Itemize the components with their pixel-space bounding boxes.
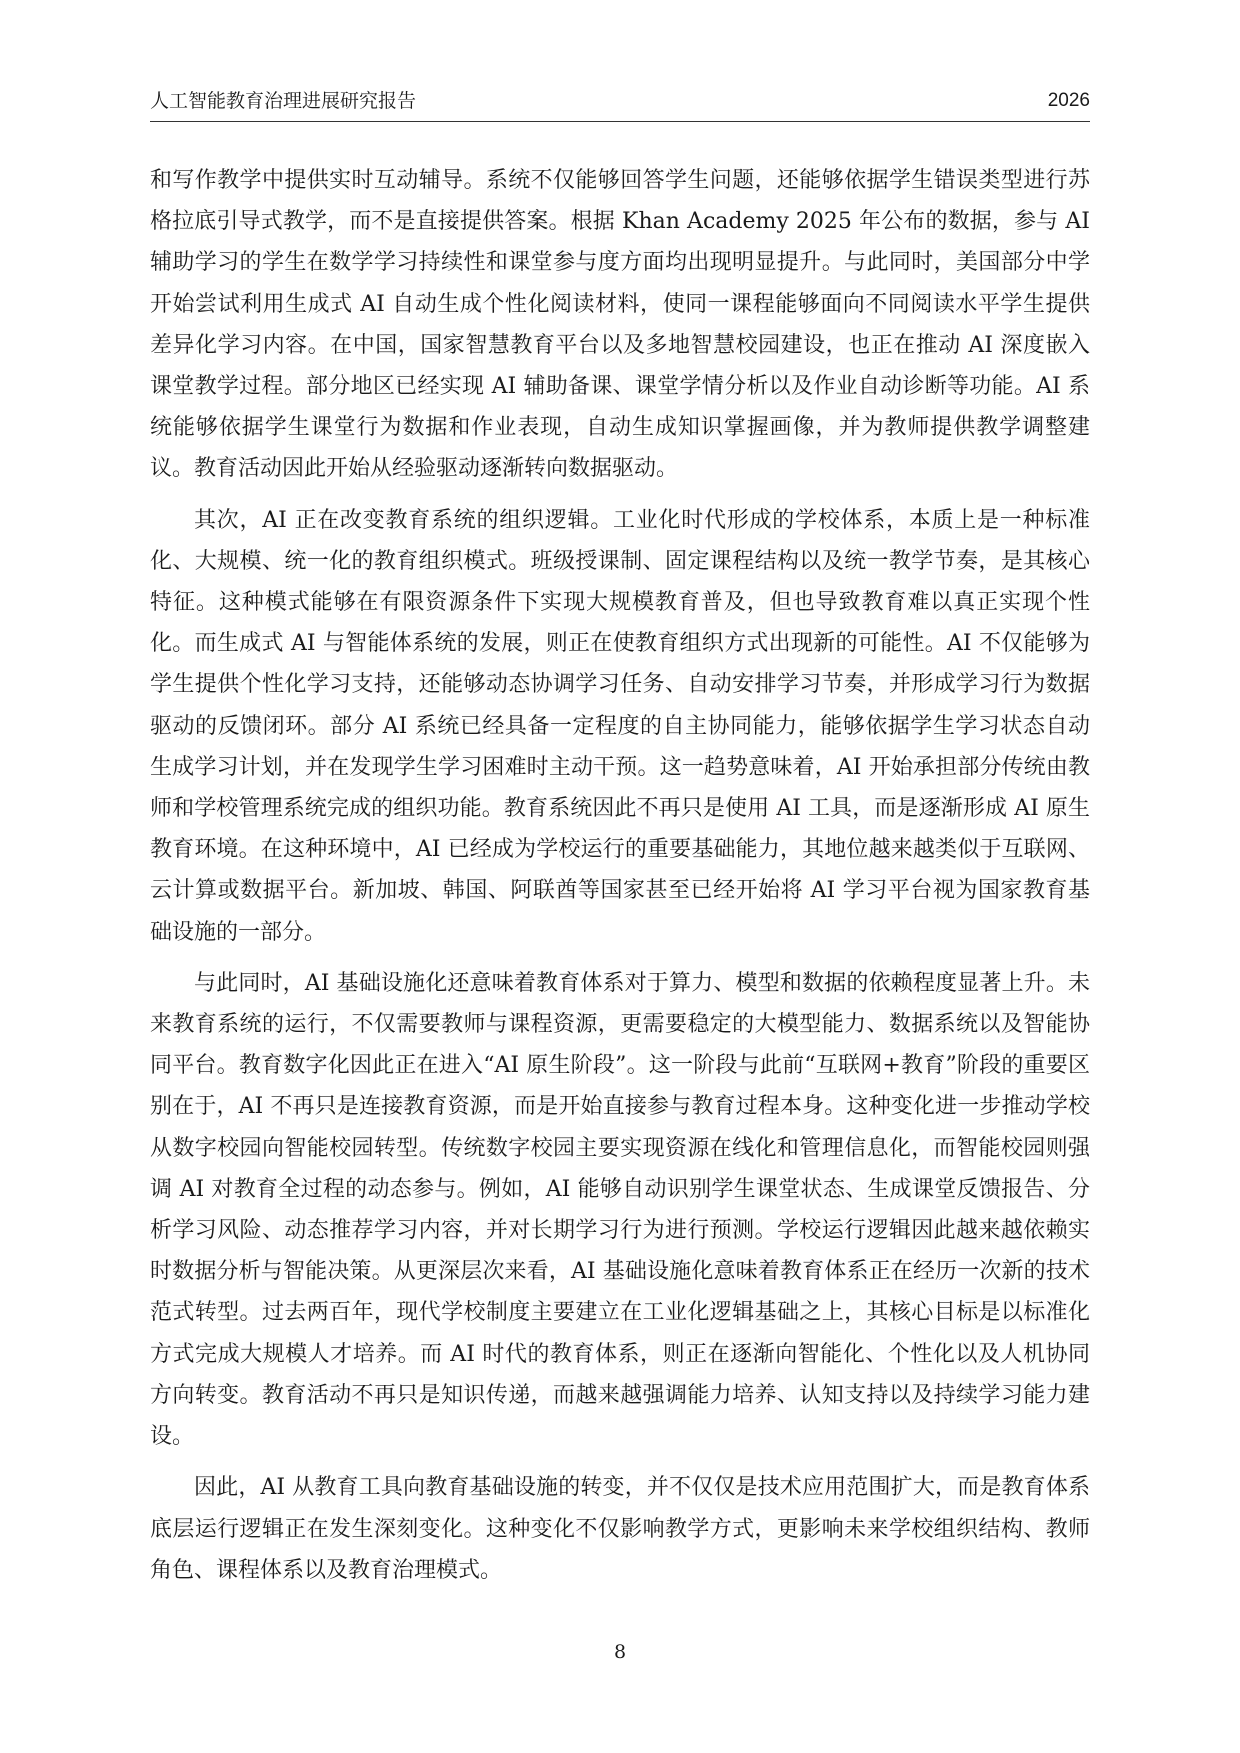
header-title: 人工智能教育治理进展研究报告: [150, 90, 417, 112]
page-header: [150, 86, 1090, 116]
header-divider: [150, 121, 1090, 122]
header-year: 2026: [1047, 90, 1090, 111]
paragraph: 因此，AI 从教育工具向教育基础设施的转变，并不仅仅是技术应用范围扩大，而是教育体系底层运行逻辑正在发生深刻变化。这种变化不仅影响教学方式，更影响未来学校组织结构、教师角色、课程体系以及教育治理模式。: [150, 1475, 1090, 1583]
body-text: [150, 160, 1090, 1601]
page-number: 8: [613, 1641, 627, 1663]
paragraph: 其次，AI 正在改变教育系统的组织逻辑。工业化时代形成的学校体系，本质上是一种标准化、大规模、统一化的教育组织模式。班级授课制、固定课程结构以及统一教学节奏，是其核心特征。这种模式能够在有限资源条件下实现大规模教育普及，但也导致教育难以真正实现个性化。而生成式 AI 与智能体系统的发展，则正在使教育组织方式出现新的可能性。AI 不仅能够为学生提供个性化学习支持，还能够动态协调学习任务、自动安排学习节奏，并形成学习行为数据驱动的反馈闭环。部分 AI 系统已经具备一定程度的自主协同能力，能够依据学生学习状态自动生成学习计划，并在发现学生学习困难时主动干预。这一趋势意味着，AI 开始承担部分传统由教师和学校管理系统完成的组织功能。教育系统因此不再只是使用 AI 工具，而是逐渐形成 AI 原生教育环境。在这种环境中，AI 已经成为学校运行的重要基础能力，其地位越来越类似于互联网、云计算或数据平台。新加坡、韩国、阿联酋等国家甚至已经开始将 AI 学习平台视为国家教育基础设施的一部分。: [150, 507, 1090, 945]
paragraph-continued: 和写作教学中提供实时互动辅导。系统不仅能够回答学生问题，还能够依据学生错误类型进行苏格拉底引导式教学，而不是直接提供答案。根据 Khan Academy 2025 年公布的数据，参与 AI 辅助学习的学生在数学学习持续性和课堂参与度方面均出现明显提升。与此同时，美国部分中学开始尝试利用生成式 AI 自动生成个性化阅读材料，使同一课程能够面向不同阅读水平学生提供差异化学习内容。在中国，国家智慧教育平台以及多地智慧校园建设，也正在推动 AI 深度嵌入课堂教学过程。部分地区已经实现 AI 辅助备课、课堂学情分析以及作业自动诊断等功能。AI 系统能够依据学生课堂行为数据和作业表现，自动生成知识掌握画像，并为教师提供教学调整建议。教育活动因此开始从经验驱动逐渐转向数据驱动。: [150, 168, 1090, 482]
paragraph: 与此同时，AI 基础设施化还意味着教育体系对于算力、模型和数据的依赖程度显著上升。未来教育系统的运行，不仅需要教师与课程资源，更需要稳定的大模型能力、数据系统以及智能协同平台。教育数字化因此正在进入“AI 原生阶段”。这一阶段与此前“互联网+教育”阶段的重要区别在于，AI 不再只是连接教育资源，而是开始直接参与教育过程本身。这种变化进一步推动学校从数字校园向智能校园转型。传统数字校园主要实现资源在线化和管理信息化，而智能校园则强调 AI 对教育全过程的动态参与。例如，AI 能够自动识别学生课堂状态、生成课堂反馈报告、分析学习风险、动态推荐学习内容，并对长期学习行为进行预测。学校运行逻辑因此越来越依赖实时数据分析与智能决策。从更深层次来看，AI 基础设施化意味着教育体系正在经历一次新的技术范式转型。过去两百年，现代学校制度主要建立在工业化逻辑基础之上，其核心目标是以标准化方式完成大规模人才培养。而 AI 时代的教育体系，则正在逐渐向智能化、个性化以及人机协同方向转变。教育活动不再只是知识传递，而越来越强调能力培养、认知支持以及持续学习能力建设。: [150, 970, 1090, 1450]
